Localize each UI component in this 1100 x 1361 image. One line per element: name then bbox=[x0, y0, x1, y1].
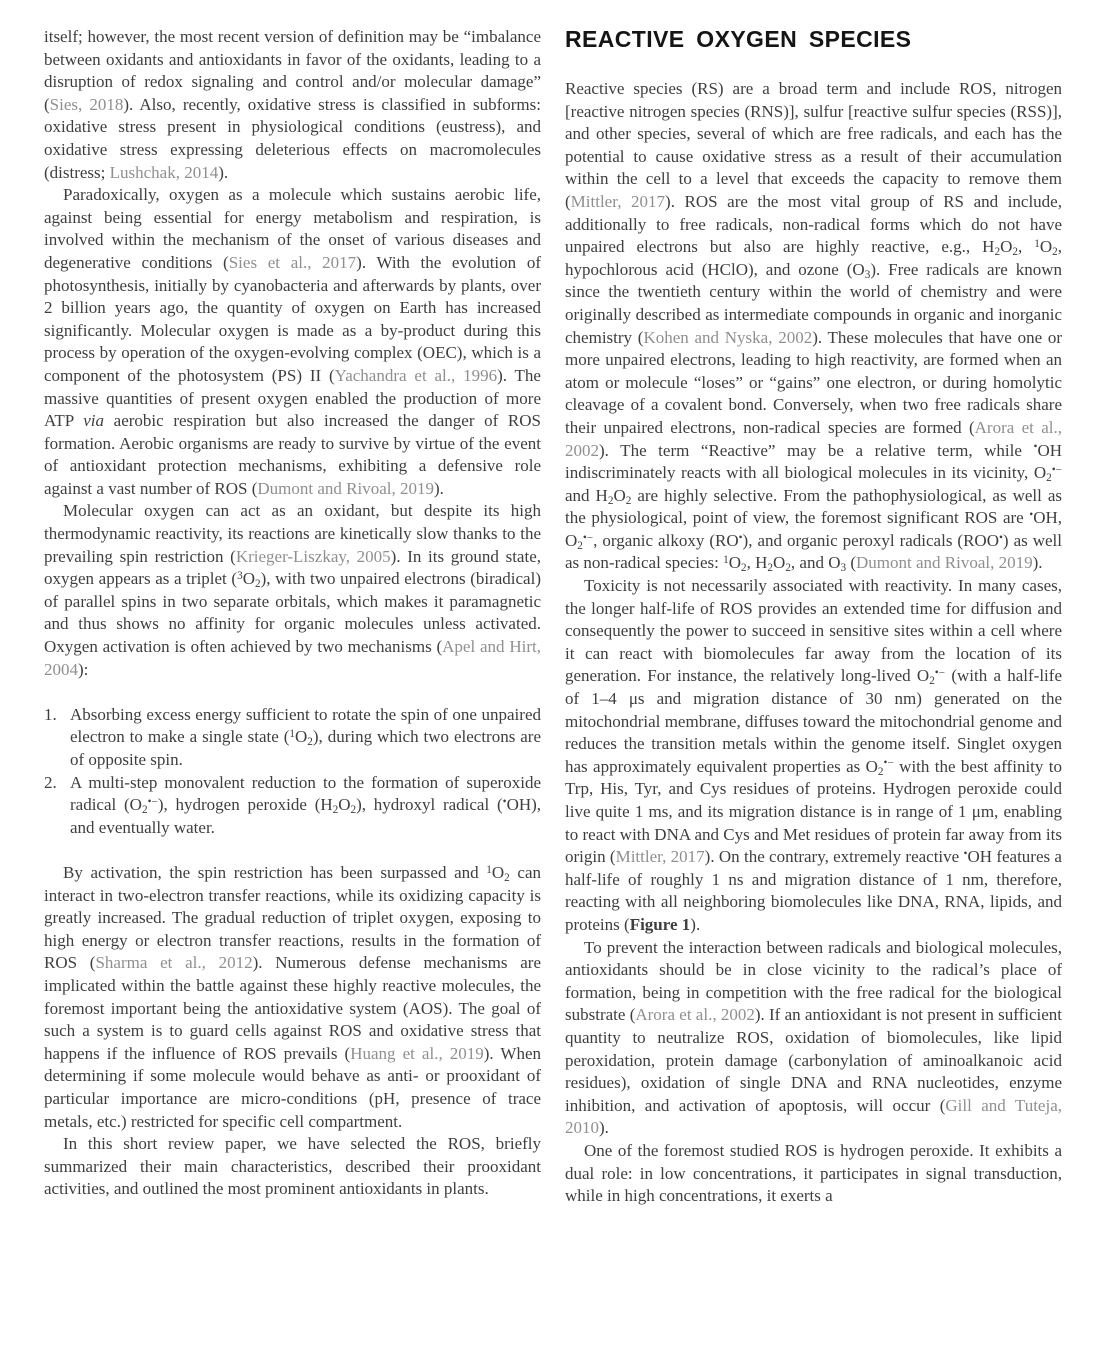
superscript: •− bbox=[1051, 463, 1062, 476]
superscript: • bbox=[738, 531, 743, 544]
subscript: 2 bbox=[1052, 246, 1058, 259]
citation-link[interactable]: Apel and Hirt, 2004 bbox=[44, 637, 541, 679]
subscript: 2 bbox=[332, 804, 339, 817]
superscript: •− bbox=[147, 795, 158, 808]
citation-link[interactable]: Huang et al., 2019 bbox=[350, 1043, 484, 1063]
superscript: • bbox=[1029, 508, 1034, 521]
left-column bbox=[44, 26, 541, 1208]
subscript: 2 bbox=[350, 804, 357, 817]
paragraph: One of the foremost studied ROS is hydrogen peroxide. It exhibits a dual role: in low concentrations, it participates in signal transduction, while in high concentrations, it exerts a bbox=[565, 1140, 1062, 1206]
subscript: 2 bbox=[307, 736, 313, 749]
subscript: 2 bbox=[877, 765, 884, 778]
paragraph: In this short review paper, we have selected the ROS, briefly summarized their main characteristics, described their prooxidant activities, and outlined the most prominent antioxidants in plants. bbox=[44, 1134, 541, 1199]
subscript: 2 bbox=[254, 578, 261, 591]
subscript: 2 bbox=[607, 494, 614, 507]
citation-link[interactable]: Dumont and Rivoal, 2019 bbox=[856, 553, 1033, 573]
subscript: 2 bbox=[141, 804, 148, 817]
paragraph: Reactive species (RS) are a broad term and include ROS, nitrogen [reactive nitrogen species (RNS)], sulfur [reactive sulfur species (RSS)], and other species, several of which are free radicals, and each has the potential to cause oxidative stress as a result of their accumulation within the cell to a level that exceeds the capacity to remove them (Mittler, 2017). ROS are the most vital group of RS and include, additionally to free radicals, non-radical forms which do not have unpaired electrons but also are highly reactive, e.g., $H_2O_2$, $^1O_2$, hypochlorous acid (HClO), and ozone $(O_3)$. Free radicals are known since the twentieth century within the world of chemistry and were originally described as intermediate compounds in organic and inorganic chemistry (Kohen and Nyska, 2002). These molecules that have one or more unpaired electrons, leading to high reactivity, are formed when an atom or molecule “loses” or “gains” one electron, or during homolytic cleavage of a covalent bond. Conversely, when two free radicals share their unpaired electrons, non-radical species are formed (Arora et al., 2002). The term “Reactive” may be a relative term, while •OH indiscriminately reacts with all biological molecules in its vicinity, $O_2^{•-}$ and $H_2O_2$ are highly selective. From the pathophysiological, as well as the physiological, point of view, the foremost significant ROS are •OH, $O_2^{•-}$, organic alkoxy (RO•), and organic peroxyl radicals (ROO•) as well as non-radical species: $^1O_2$, $H_2O_2$, and $O_3$ (Dumont and Rivoal, 2019). bbox=[565, 79, 1063, 575]
subscript: 2 bbox=[1046, 472, 1052, 484]
paragraph: Toxicity is not necessarily associated with reactivity. In many cases, the longer half-life of ROS provides an extended time for diffusion and consequently the power to succeed in sensitive sites within a cell where it can react with biomolecules far away from the location of its generation. For instance, the relatively long-lived $O_2^{•-}$ (with a half-life of 1–4 μs and migration distance of 30 nm) generated on the mitochondrial membrane, diffuses toward the mitochondrial genome and reduces the transition metals within the genome itself. Singlet oxygen has approximately equivalent properties as $O_2^{•-}$ with the best affinity to Trp, His, Tyr, and Cys residues of proteins. Hydrogen peroxide could live quite 1 ms, and its migration distance is in range of 1 μm, enabling to react with DNA and Cys and Met residues of protein far away from its origin (Mittler, 2017). On the contrary, extremely reactive •OH features a half-life of roughly 1 ns and migration distance of 1 nm, therefore, reacting with all neighboring biomolecules like DNA, RNA, lipids, and proteins (Figure 1). bbox=[565, 576, 1062, 934]
subscript: 2 bbox=[1012, 246, 1018, 259]
superscript: •− bbox=[582, 531, 594, 544]
citation-link[interactable]: Yachandra et al., 1996 bbox=[334, 365, 498, 385]
list-item bbox=[44, 772, 541, 840]
citation-link[interactable]: Lushchak, 2014 bbox=[109, 162, 219, 182]
right-column bbox=[565, 26, 1062, 1208]
citation-link[interactable]: Arora et al., 2002 bbox=[635, 1005, 755, 1025]
list-item-text: A multi-step monovalent reduction to the formation of superoxide radical $(O_2^{•-})$, hydrogen peroxide $(H_2O_2)$, hydroxyl radical (•OH), and eventually water. bbox=[70, 772, 542, 837]
paragraph: itself; however, the most recent version of definition may be “imbalance between oxidants and antioxidants in favor of the oxidants, leading to a disruption of redox signaling and control and/or molecular damage” (Sies, 2018). Also, recently, oxidative stress is classified in subforms: oxidative stress present in physiological conditions (eustress), and oxidative stress expressing deleterious effects on macromolecules (distress; Lushchak, 2014). bbox=[44, 27, 541, 182]
citation-link[interactable]: Sies et al., 2017 bbox=[228, 252, 357, 272]
superscript: 1 bbox=[486, 863, 492, 876]
superscript: 1 bbox=[723, 554, 729, 567]
two-column-layout bbox=[44, 26, 1063, 1208]
paragraph: Paradoxically, oxygen as a molecule which sustains aerobic life, against being essential for energy metabolism and respiration, is involved within the mechanism of the onset of various diseases and degenerative conditions (Sies et al., 2017). With the evolution of photosynthesis, initially by cyanobacteria and afterwards by plants, over 2 billion years ago, the quantity of oxygen on Earth has increased significantly. Molecular oxygen is made as a by-product during this process by operation of the oxygen-evolving complex (OEC), which is a component of the photosystem (PS) II (Yachandra et al., 1996). The massive quantities of present oxygen enabled the production of more ATP via aerobic respiration but also increased the danger of ROS formation. Aerobic organisms are ready to survive by virtue of the event of antioxidant protection mechanisms, exhibiting a defensive role against a vast number of ROS (Dumont and Rivoal, 2019). bbox=[44, 185, 542, 498]
superscript: •− bbox=[883, 757, 894, 770]
subscript: 3 bbox=[864, 268, 871, 281]
subscript: 2 bbox=[625, 494, 632, 507]
citation-link[interactable]: Sies, 2018 bbox=[49, 94, 124, 114]
superscript: 1 bbox=[289, 728, 295, 741]
superscript: 3 bbox=[237, 569, 243, 582]
paragraph: Molecular oxygen can act as an oxidant, but despite its high thermodynamic reactivity, its reactions are kinetically slow thanks to the prevailing spin restriction (Krieger-Liszkay, 2005). In its ground state, oxygen appears as a triplet $(^3O_2)$, with two unpaired electrons (biradical) of parallel spins in two separate orbitals, which makes it paramagnetic and thus shows no affinity for organic molecules unless activated. Oxygen activation is often achieved by two mechanisms (Apel and Hirt, 2004): bbox=[44, 501, 541, 679]
superscript: 1 bbox=[1034, 237, 1040, 250]
paragraph: By activation, the spin restriction has been surpassed and $^1O_2$ can interact in two-electron transfer reactions, while its oxidizing capacity is greatly increased. The gradual reduction of triplet oxygen, exposing to high energy or electron transfer reactions, results in the formation of ROS (Sharma et al., 2012). Numerous defense mechanisms are implicated within the battle against these highly reactive molecules, the foremost important being the antioxidative system (AOS). The goal of such a system is to guard cells against ROS and oxidative stress that happens if the influence of ROS prevails (Huang et al., 2019). When determining if some molecule would behave as anti- or prooxidant of particular importance are micro-conditions (pH, presence of trace metals, etc.) restricted for specific cell compartment. bbox=[44, 862, 542, 1131]
citation-link[interactable]: Arora et al., 2002 bbox=[565, 417, 1062, 460]
list-item-number: 1. bbox=[44, 704, 57, 724]
section-heading: REACTIVE OXYGEN SPECIES bbox=[565, 26, 912, 52]
citation-link[interactable]: Mittler, 2017 bbox=[615, 847, 705, 867]
list-item bbox=[44, 704, 541, 772]
superscript: •− bbox=[934, 667, 946, 680]
superscript: • bbox=[502, 795, 507, 808]
subscript: 2 bbox=[504, 871, 510, 884]
subscript: 2 bbox=[929, 675, 935, 688]
subscript: 2 bbox=[785, 562, 791, 575]
superscript: • bbox=[998, 531, 1003, 544]
citation-link[interactable]: Krieger-Liszkay, 2005 bbox=[235, 546, 391, 566]
citation-link[interactable]: Kohen and Nyska, 2002 bbox=[643, 327, 813, 347]
bold-text: Figure 1 bbox=[629, 914, 691, 934]
citation-link[interactable]: Mittler, 2017 bbox=[570, 191, 666, 211]
superscript: • bbox=[963, 847, 968, 860]
subscript: 3 bbox=[840, 562, 847, 575]
superscript: • bbox=[1033, 441, 1038, 454]
list-item-text: Absorbing excess energy sufficient to rotate the spin of one unpaired electron to make a single state $(^1O_2)$, during which two electrons are of opposite spin. bbox=[70, 704, 542, 769]
numbered-list bbox=[44, 704, 541, 840]
citation-link[interactable]: Gill and Tuteja, 2010 bbox=[565, 1095, 1062, 1138]
citation-link[interactable]: Sharma et al., 2012 bbox=[95, 953, 253, 973]
subscript: 2 bbox=[577, 539, 583, 552]
subscript: 2 bbox=[994, 246, 1001, 259]
italic-text: via bbox=[83, 411, 105, 431]
subscript: 2 bbox=[767, 562, 774, 575]
list-item-number: 2. bbox=[44, 772, 57, 792]
subscript: 2 bbox=[741, 562, 747, 575]
paragraph: To prevent the interaction between radicals and biological molecules, antioxidants should be in close vicinity to the radical’s place of formation, being in competition with the free radical for the biological substrate (Arora et al., 2002). If an antioxidant is not present in sufficient quantity to neutralize ROS, oxidation of biomolecules, like lipid peroxidation, protein damage (carbonylation of aminoalkanoic acid residues), oxidation of single DNA and RNA nucleotides, enzyme inhibition, and activation of apoptosis, will occur (Gill and Tuteja, 2010). bbox=[565, 937, 1062, 1138]
citation-link[interactable]: Dumont and Rivoal, 2019 bbox=[257, 478, 435, 498]
